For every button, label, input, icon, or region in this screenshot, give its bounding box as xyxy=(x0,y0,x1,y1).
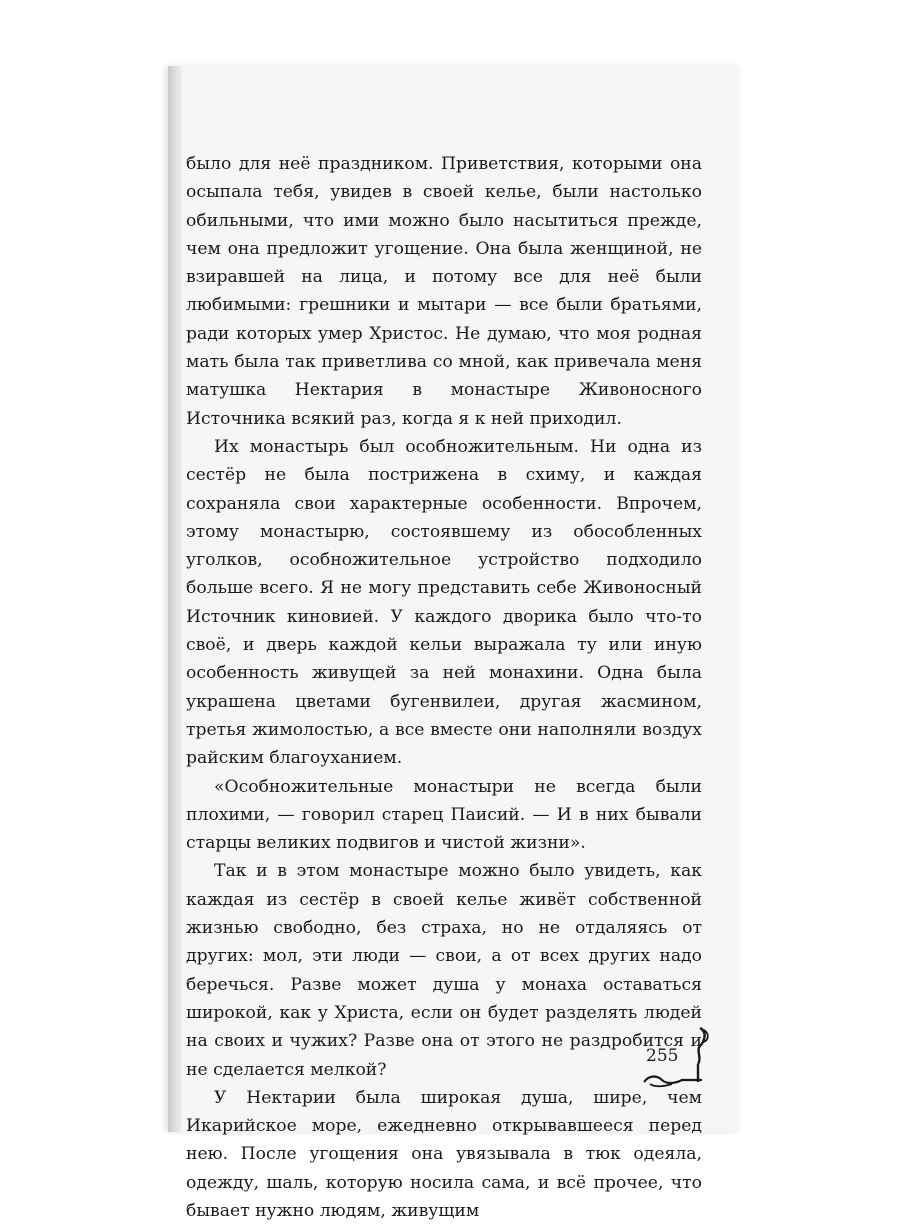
paragraph-1: было для неё праздником. Приветствия, которыми она осыпала тебя, увидев в своей келье, были настолько обильными, что ими можно было насытиться прежде, чем она предложит угощение. Она была женщиной, не взиравшей на лица, и потому все для неё были любимыми: грешники и мытари — все были братьями, ради которых умер Христос. Не думаю, что моя родная мать была так приветлива со мной, как привечала меня матушка Нектария в монастыре Живоносного Источника всякий раз, когда я к ней приходил. xyxy=(186,154,702,429)
paragraph-4: Так и в этом монастыре можно было увидеть, как каждая из сестёр в своей келье живёт собственной жизнью свободно, без страха, но не отдаляясь от других: мол, эти люди — свои, а от всех других надо беречься. Разве может душа у монаха оставаться широкой, как у Христа, если он будет разделять людей на своих и чужих? Разве она от этого не раздробится и не сделается мелкой? xyxy=(186,861,702,1080)
page-body-text xyxy=(186,150,702,1225)
paragraph-3: «Особножительные монастыри не всегда были плохими, — говорил старец Паисий. — И в них бывали старцы великих подвигов и чистой жизни». xyxy=(186,776,702,854)
paragraph-5: У Нектарии была широкая душа, шире, чем Икарийское море, ежедневно открывавшееся перед нею. После угощения она увязывала в тюк одеяла, одежду, шаль, которую носила сама, и всё прочее, что бывает нужно людям, живущим xyxy=(186,1087,702,1221)
paragraph-2: Их монастырь был особножительным. Ни одна из сестёр не была пострижена в схиму, и каждая сохраняла свои характерные особенности. Впрочем, этому монастырю, состоявшему из обособленных уголков, особножительное устройство подходило больше всего. Я не могу представить себе Живоносный Источник киновией. У каждого дворика было что-то своё, и дверь каждой кельи выражала ту или иную особенность живущей за ней монахини. Одна была украшена цветами бугенвилеи, другая жасмином, третья жимолостью, а все вместе они наполняли воздух райским благоуханием. xyxy=(186,436,702,769)
page-number: 255 xyxy=(646,1046,679,1066)
